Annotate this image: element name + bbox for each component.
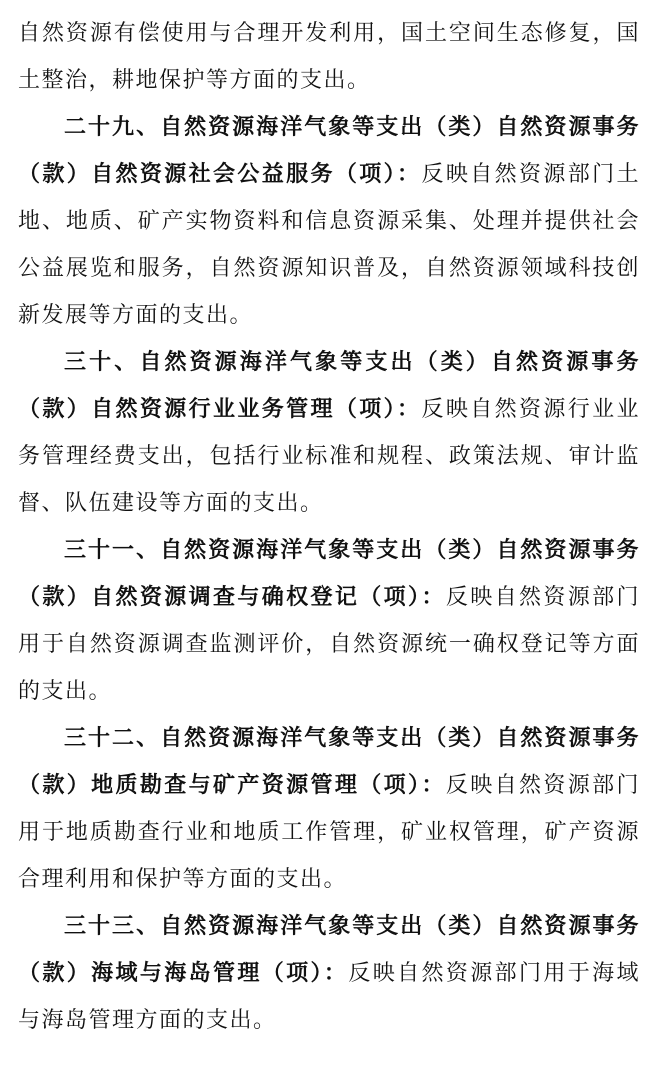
item-32-body: 反映自然资源部门用于地质勘查行业和地质工作管理，矿业权管理，矿产资源合理利用和保护等方面的支出。 — [18, 773, 640, 892]
item-29-body: 反映自然资源部门土地、地质、矿产实物资料和信息资源采集、处理并提供社会公益展览和服务，自然资源知识普及，自然资源领域科技创新发展等方面的支出。 — [18, 162, 640, 328]
item-32-heading: 三十二、自然资源海洋气象等支出（类）自然资源事务（款）地质勘查与矿产资源管理（项）： — [18, 725, 640, 798]
item-30-paragraph — [18, 339, 640, 527]
item-29-heading: 二十九、自然资源海洋气象等支出（类）自然资源事务（款）自然资源社会公益服务（项）： — [18, 114, 640, 187]
item-30-heading: 三十、自然资源海洋气象等支出（类）自然资源事务（款）自然资源行业业务管理（项）： — [18, 349, 640, 422]
item-31-paragraph — [18, 527, 640, 715]
item-30-body: 反映自然资源行业业务管理经费支出，包括行业标准和规程、政策法规、审计监督、队伍建设等方面的支出。 — [18, 397, 640, 516]
item-33-paragraph — [18, 903, 640, 1044]
item-29-paragraph — [18, 104, 640, 339]
intro-body: 自然资源有偿使用与合理开发利用，国土空间生态修复，国土整治，耕地保护等方面的支出。 — [18, 21, 640, 93]
item-31-body: 反映自然资源部门用于自然资源调查监测评价，自然资源统一确权登记等方面的支出。 — [18, 585, 640, 704]
item-33-heading: 三十三、自然资源海洋气象等支出（类）自然资源事务（款）海域与海岛管理（项）： — [18, 913, 640, 986]
intro-paragraph — [18, 10, 640, 104]
item-31-heading: 三十一、自然资源海洋气象等支出（类）自然资源事务（款）自然资源调查与确权登记（项）： — [18, 537, 640, 610]
item-32-paragraph — [18, 715, 640, 903]
document-page — [18, 10, 640, 1044]
item-33-body: 反映自然资源部门用于海域与海岛管理方面的支出。 — [18, 961, 640, 1033]
